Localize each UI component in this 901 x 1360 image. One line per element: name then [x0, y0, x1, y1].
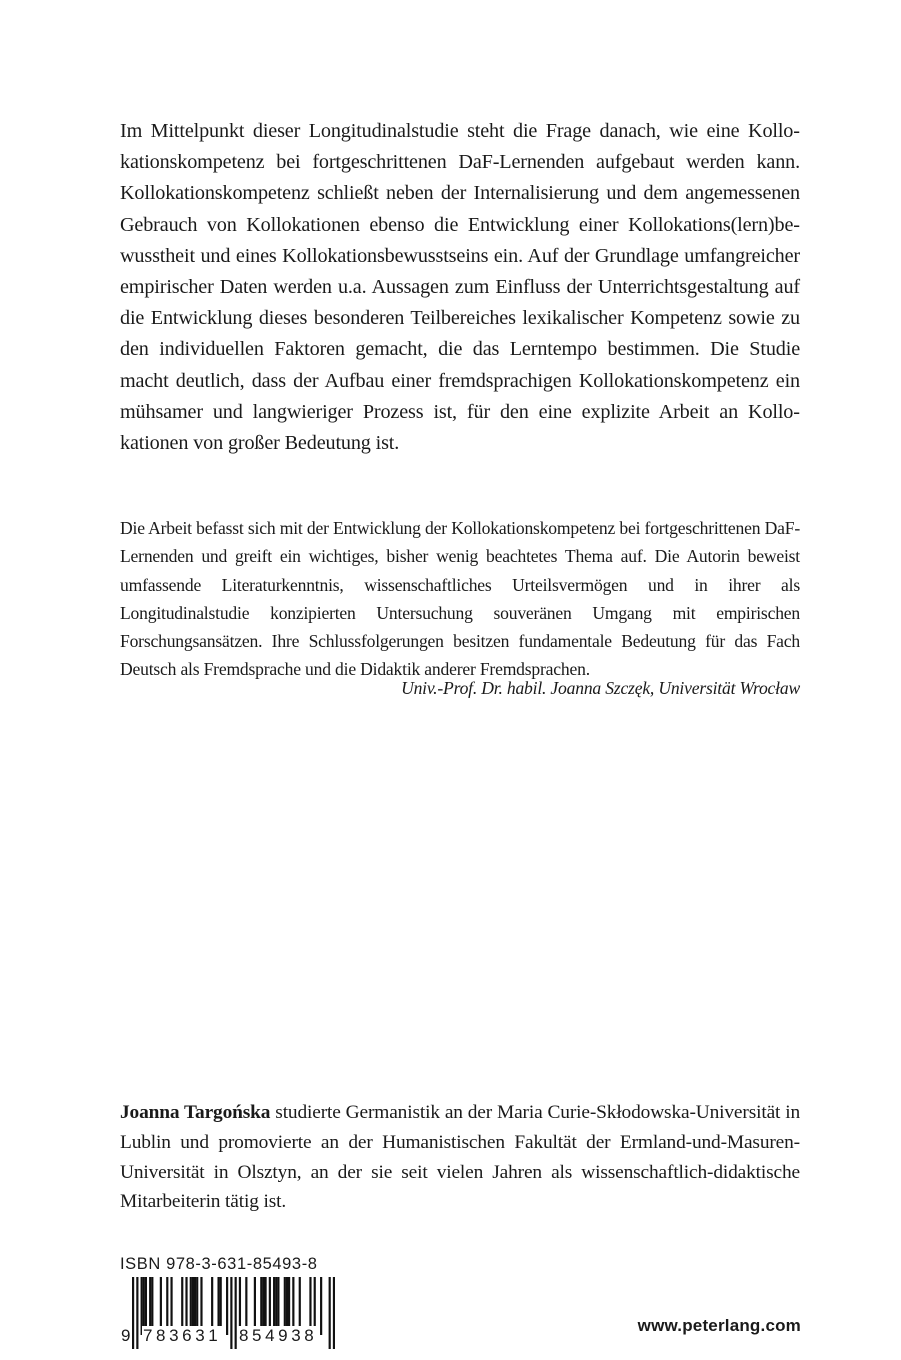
- barcode-guard-bar: [136, 1277, 138, 1349]
- barcode-digits-right: 854938: [239, 1326, 318, 1345]
- review-quote-paragraph: Die Arbeit befasst sich mit der Entwicklung der Kollokationskompetenz bei fortgeschrittenen DaF-Lernenden und greift ein wichtiges, bisher wenig beachtetes Thema auf. Die Autorin beweist umfassende Literaturkenntnis, wissenschaftliches Urteilsvermögen und in ihrer als Longitudinalstudie konzipierten Untersuchung souveränen Umgang mit empirischen Forschungsansätzen. Ihre Schlussfolgerungen besitzen fundamentale Bedeutung für das Fach Deutsch als Fremdsprache und die Didaktik anderer Fremdsprachen.: [120, 518, 800, 680]
- barcode-digit-lead: 9: [121, 1326, 131, 1345]
- author-name: Joanna Targońska: [120, 1102, 271, 1123]
- barcode-guard-bar: [230, 1277, 232, 1349]
- barcode-bar: [226, 1277, 228, 1335]
- barcode-digits-left: 783631: [143, 1326, 222, 1345]
- barcode-guard-bar: [333, 1277, 335, 1349]
- review-attribution: Univ.-Prof. Dr. habil. Joanna Szczęk, Universität Wrocław: [401, 678, 800, 698]
- author-bio-text: studierte Germanistik an der Maria Curie-Skłodowska-Universität in Lublin und promovierte an der Humanistischen Fakultät der Ermland-und-Masuren-Universität in Olsztyn, an der sie seit vielen Jahren als wissenschaftlich-didaktische Mitarbeiterin tätig ist.: [120, 1102, 800, 1213]
- isbn-label: ISBN 978-3-631-85493-8: [120, 1255, 318, 1273]
- barcode-guard-bar: [132, 1277, 134, 1349]
- barcode-guard-bar: [235, 1277, 237, 1349]
- publisher-website: www.peterlang.com: [637, 1316, 801, 1335]
- barcode-guard-bar: [329, 1277, 331, 1349]
- barcode-bar: [320, 1277, 322, 1335]
- abstract-paragraph: Im Mittelpunkt dieser Longitudinalstudie steht die Frage danach, wie eine Kollokationskompetenz bei fortgeschrittenen DaF-Lernenden aufgebaut werden kann. Kollokationskompetenz schließt neben der Internalisierung und dem angemessenen Gebrauch von Kollokationen ebenso die Entwicklung einer Kollokations(lern)bewusstheit und eines Kollokationsbewusstseins ein. Auf der Grundlage umfangreicher empirischer Daten werden u.a. Aussagen zum Einfluss der Unterrichtsgestaltung auf die Entwicklung dieses besonderen Teilbereiches lexikalischer Kompetenz sowie zu den individuellen Faktoren gemacht, die das Lerntempo bestimmen. Die Studie macht deutlich, dass der Aufbau einer fremdsprachigen Kollokationskompetenz ein mühsamer und langwieriger Prozess ist, für den eine explizite Arbeit an Kollokationen von großer Bedeutung ist.: [120, 120, 800, 455]
- author-bio-paragraph: [120, 1098, 800, 1217]
